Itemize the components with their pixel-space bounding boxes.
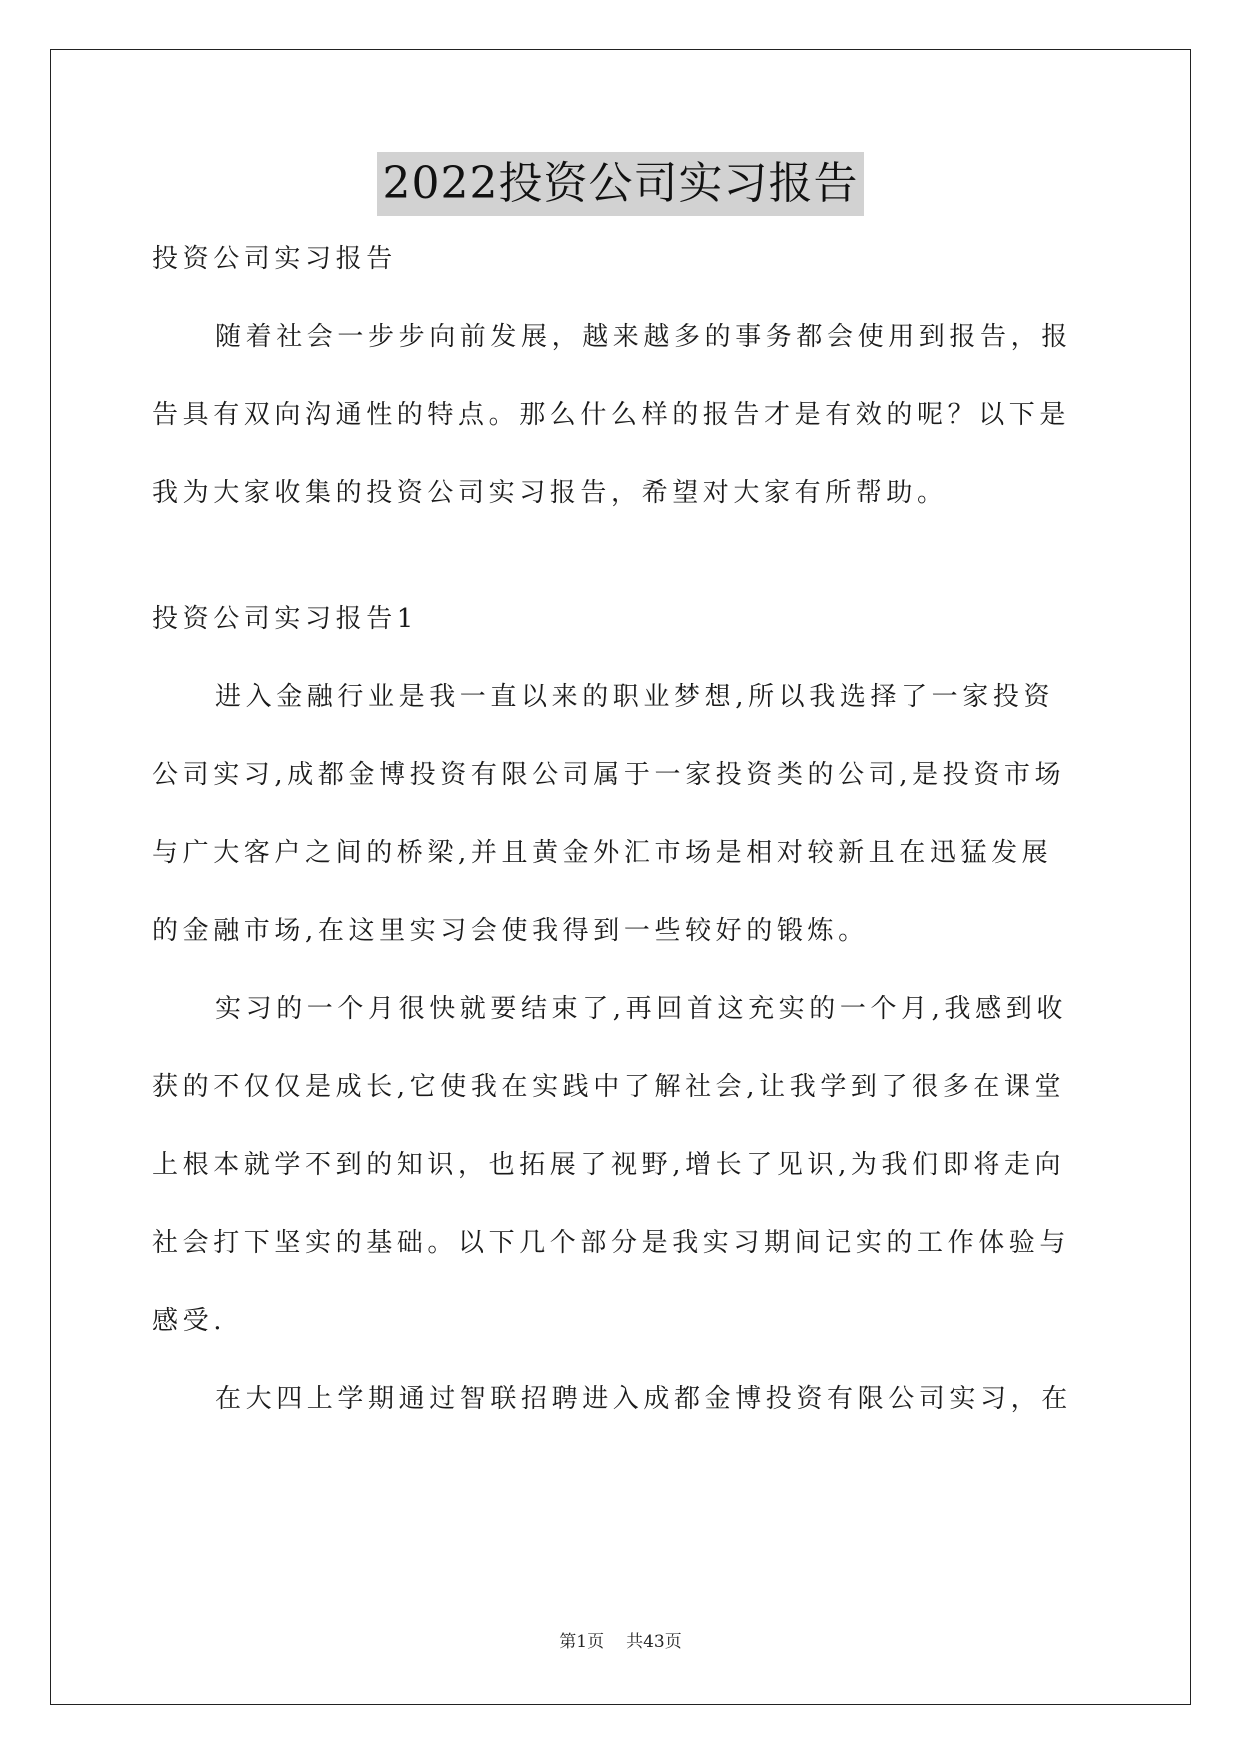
paragraph-line: 实习的一个月很快就要结束了,再回首这充实的一个月,我感到收 <box>215 994 1067 1024</box>
paragraph-line: 随着社会一步步向前发展，越来越多的事务都会使用到报告，报 <box>215 322 1072 352</box>
paragraph-line: 在大四上学期通过智联招聘进入成都金博投资有限公司实习，在 <box>215 1384 1072 1414</box>
subtitle-block <box>152 220 1092 298</box>
paragraph-1 <box>152 658 1092 970</box>
paragraph-line: 进入金融行业是我一直以来的职业梦想,所以我选择了一家投资 <box>215 682 1055 712</box>
title-container <box>0 152 1241 216</box>
paragraph-line: 与广大客户之间的桥梁,并且黄金外汇市场是相对较新且在迅猛发展 <box>152 838 1053 868</box>
document-title: 2022投资公司实习报告 <box>377 152 865 216</box>
section-heading: 投资公司实习报告1 <box>152 604 418 634</box>
paragraph-2 <box>152 970 1092 1360</box>
paragraph-line: 公司实习,成都金博投资有限公司属于一家投资类的公司,是投资市场 <box>152 760 1066 790</box>
page-footer <box>0 1630 1241 1654</box>
document-subtitle: 投资公司实习报告 <box>152 244 397 274</box>
paragraph-line: 感受. <box>152 1306 227 1336</box>
paragraph-line: 上根本就学不到的知识，也拓展了视野,增长了见识,为我们即将走向 <box>152 1150 1066 1180</box>
intro-paragraph <box>152 298 1092 532</box>
paragraph-line: 社会打下坚实的基础。以下几个部分是我实习期间记实的工作体验与 <box>152 1228 1071 1258</box>
section-heading-block <box>152 580 1092 658</box>
paragraph-3 <box>152 1360 1092 1438</box>
paragraph-line: 获的不仅仅是成长,它使我在实践中了解社会,让我学到了很多在课堂 <box>152 1072 1066 1102</box>
paragraph-line: 告具有双向沟通性的特点。那么什么样的报告才是有效的呢？以下是 <box>152 400 1071 430</box>
page-number: 第1页 <box>559 1632 605 1652</box>
page-total: 共43页 <box>626 1632 682 1652</box>
paragraph-line: 的金融市场,在这里实习会使我得到一些较好的锻炼。 <box>152 916 869 946</box>
paragraph-line: 我为大家收集的投资公司实习报告，希望对大家有所帮助。 <box>152 478 948 508</box>
